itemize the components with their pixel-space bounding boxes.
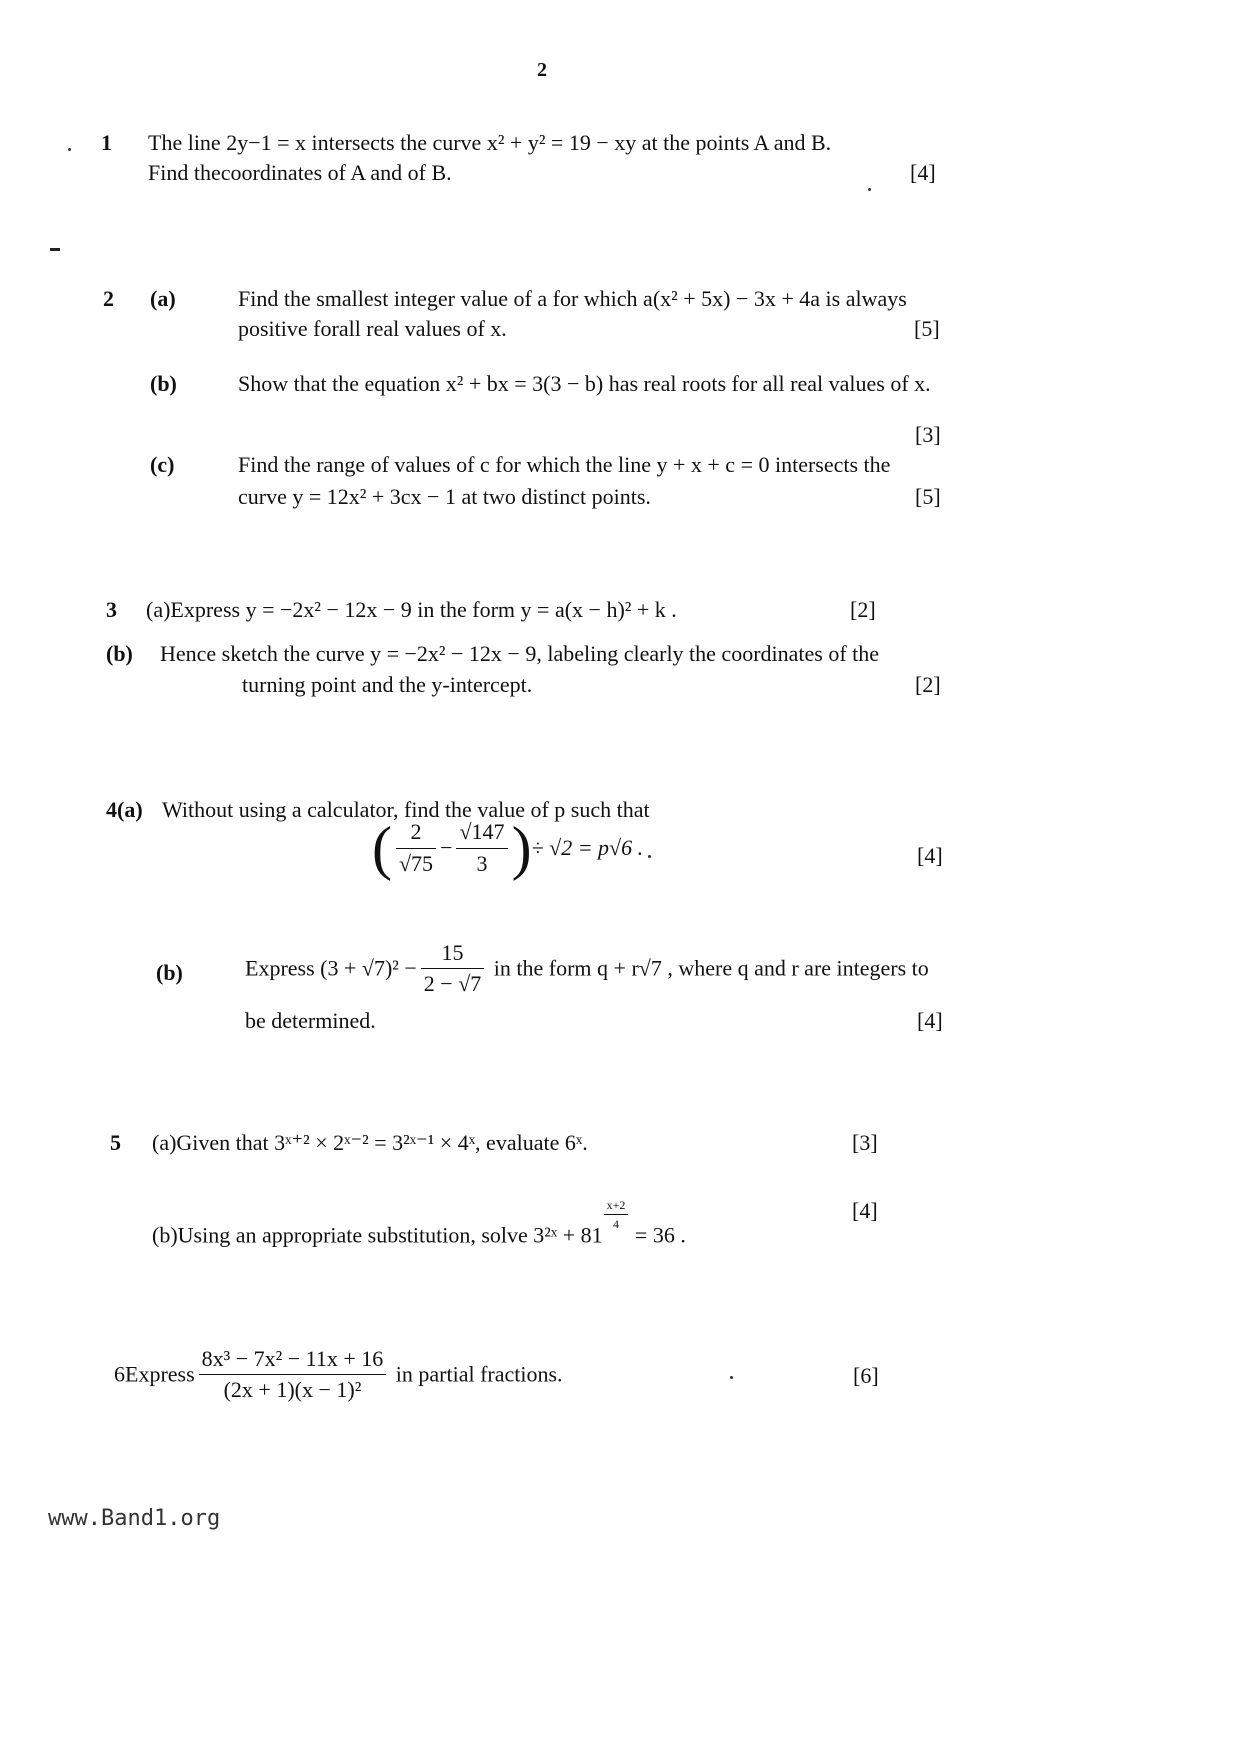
- marks: [3]: [915, 422, 941, 447]
- question-text: (a)Given that 3ˣ⁺² × 2ˣ⁻² = 3²ˣ⁻¹ × 4ˣ, evaluate 6ˣ.: [152, 1130, 588, 1155]
- marks: [4]: [910, 160, 936, 185]
- left-paren: (: [372, 815, 392, 881]
- marks: [5]: [914, 316, 940, 341]
- question-text: Without using a calculator, find the value of p such that: [162, 797, 650, 822]
- numerator: 15: [421, 940, 484, 969]
- marks: [5]: [915, 484, 941, 509]
- footer-url: www.Band1.org: [48, 1506, 221, 1531]
- text-segment: Express (3 + √7)² −: [245, 955, 417, 981]
- denominator: (2x + 1)(x − 1)²: [223, 1377, 362, 1403]
- text-segment: in the form q + r√7 , where q and r are integers to: [488, 955, 929, 981]
- question-text: Find the smallest integer value of a for which a(x² + 5x) − 3x + 4a is always: [238, 286, 907, 311]
- part-label: 4(a): [106, 797, 143, 822]
- question-text: [114, 1346, 563, 1404]
- minus-sign: −: [440, 834, 453, 860]
- numerator: x+2: [604, 1198, 629, 1215]
- question-number: 5: [110, 1130, 121, 1155]
- marks: [3]: [852, 1130, 878, 1155]
- numerator: √147: [456, 819, 507, 848]
- marks: [4]: [917, 1008, 943, 1033]
- scan-speck: [68, 148, 71, 151]
- fraction: [421, 940, 484, 998]
- part-label: (b): [150, 371, 177, 396]
- question-number: 1: [101, 130, 112, 155]
- denominator: 3: [476, 850, 488, 876]
- part-label: (b): [106, 641, 133, 666]
- fraction: [456, 819, 507, 877]
- denominator: 2 − √7: [423, 971, 482, 997]
- part-label: (c): [150, 452, 175, 477]
- part-label: (b): [156, 960, 183, 985]
- right-paren: ): [511, 815, 532, 881]
- marks: [2]: [850, 597, 876, 622]
- question-text: The line 2y−1 = x intersects the curve x² + y² = 19 − xy at the points A and B.: [148, 130, 832, 155]
- marks: [2]: [915, 672, 941, 697]
- scan-speck: [648, 855, 651, 858]
- text-segment: (b)Using an appropriate substitution, solve 3²ˣ + 81: [152, 1222, 603, 1248]
- question-text: be determined.: [245, 1008, 376, 1033]
- fraction: [199, 1346, 387, 1404]
- scan-speck: [730, 1376, 733, 1379]
- scan-speck: [50, 248, 60, 251]
- scan-speck: [868, 188, 871, 191]
- question-text: Find thecoordinates of A and of B.: [148, 160, 452, 185]
- part-label: (a): [150, 286, 176, 311]
- numerator: 8x³ − 7x² − 11x + 16: [199, 1346, 387, 1375]
- text-segment: in partial fractions.: [390, 1361, 563, 1387]
- question-text: [152, 1198, 686, 1249]
- question-text: (a)Express y = −2x² − 12x − 9 in the form y = a(x − h)² + k .: [146, 597, 677, 622]
- denominator: 4: [613, 1217, 620, 1232]
- question-text: Hence sketch the curve y = −2x² − 12x − 9, labeling clearly the coordinates of the: [160, 641, 880, 666]
- question-text: Find the range of values of c for which the line y + x + c = 0 intersects the: [238, 452, 891, 477]
- marks: [4]: [917, 843, 943, 868]
- equation: [372, 815, 644, 881]
- question-text: [245, 940, 929, 998]
- question-text: turning point and the y-intercept.: [242, 672, 533, 697]
- equation-tail: ÷ √2 = p√6 .: [531, 834, 644, 860]
- text-segment: 6Express: [114, 1361, 195, 1387]
- fraction: [396, 819, 436, 877]
- marks: [6]: [853, 1363, 879, 1388]
- page-number: 2: [537, 59, 547, 81]
- exponent-fraction: [604, 1198, 629, 1232]
- numerator: 2: [396, 819, 436, 848]
- question-number: 2: [103, 286, 114, 311]
- denominator: √75: [398, 850, 434, 876]
- text-segment: = 36 .: [629, 1222, 686, 1248]
- question-text: Show that the equation x² + bx = 3(3 − b) has real roots for all real values of x.: [238, 371, 931, 396]
- question-number: 3: [106, 597, 117, 622]
- question-text: curve y = 12x² + 3cx − 1 at two distinct points.: [238, 484, 651, 509]
- question-text: positive forall real values of x.: [238, 316, 507, 341]
- marks: [4]: [852, 1198, 878, 1223]
